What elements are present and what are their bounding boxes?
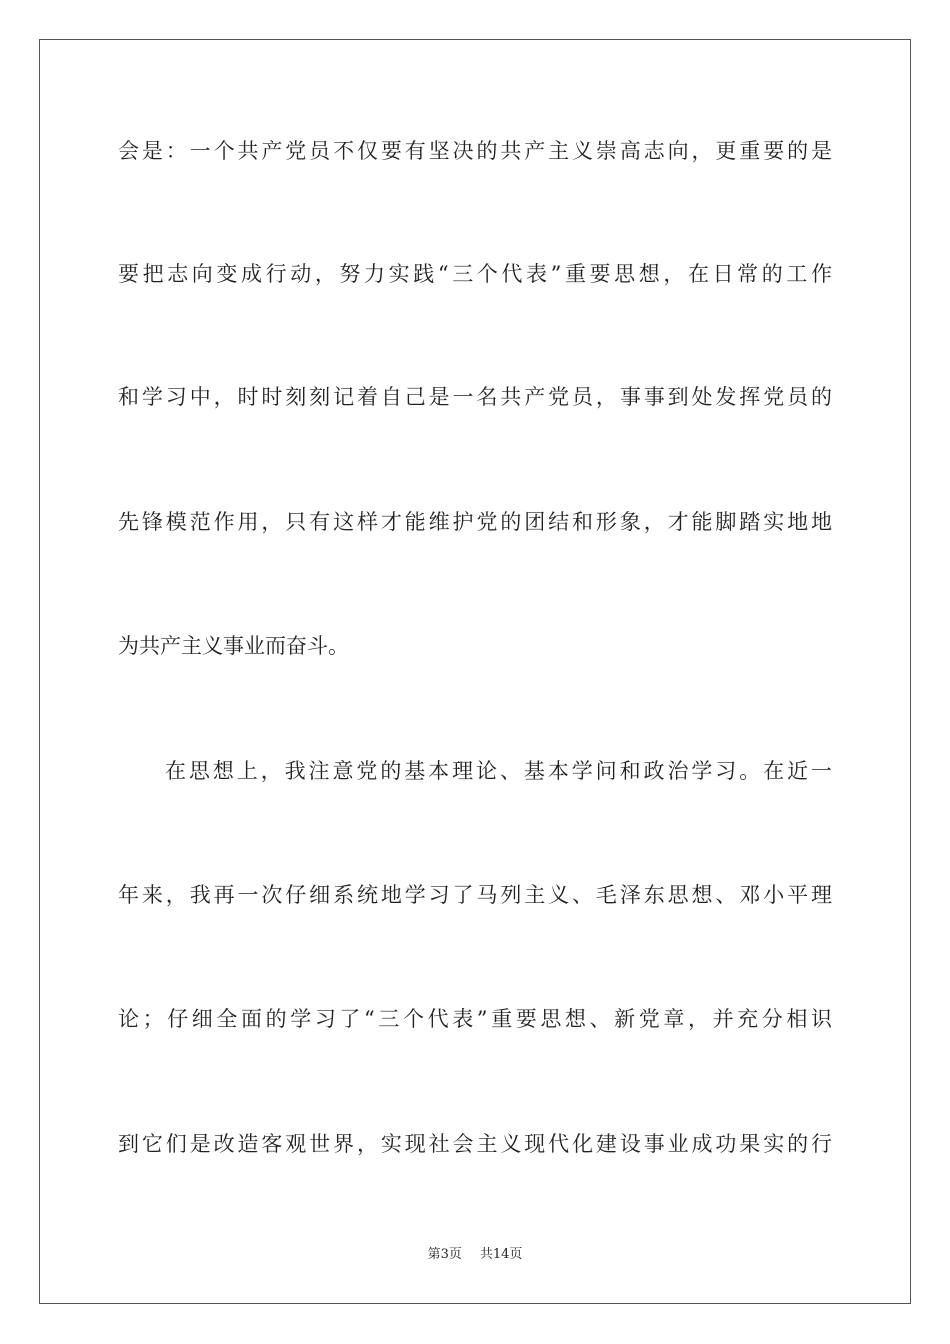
text-line: 要把志向变成行动，努力实践“三个代表”重要思想，在日常的工作: [118, 262, 832, 286]
paragraph-first-line: 在思想上，我注意党的基本理论、基本学问和政治学习。在近一: [165, 759, 832, 783]
page-total: 共14页: [479, 1247, 523, 1262]
page-border: [39, 39, 911, 1304]
text-line: 和学习中，时时刻刻记着自己是一名共产党员，事事到处发挥党员的: [118, 385, 832, 409]
text-line: 论；仔细全面的学习了“三个代表”重要思想、新党章，并充分相识: [118, 1007, 832, 1031]
text-line: 会是：一个共产党员不仅要有坚决的共产主义崇高志向，更重要的是: [118, 139, 832, 163]
text-line: 先锋模范作用，只有这样才能维护党的团结和形象，才能脚踏实地地: [118, 510, 832, 534]
page-number: 第3页: [427, 1247, 462, 1262]
text-line: 年来，我再一次仔细系统地学习了马列主义、毛泽东思想、邓小平理: [118, 883, 832, 907]
text-line: 为共产主义事业而奋斗。: [118, 634, 349, 658]
page-footer: [0, 1246, 950, 1264]
text-line: 到它们是改造客观世界，实现社会主义现代化建设事业成功果实的行: [118, 1132, 832, 1156]
